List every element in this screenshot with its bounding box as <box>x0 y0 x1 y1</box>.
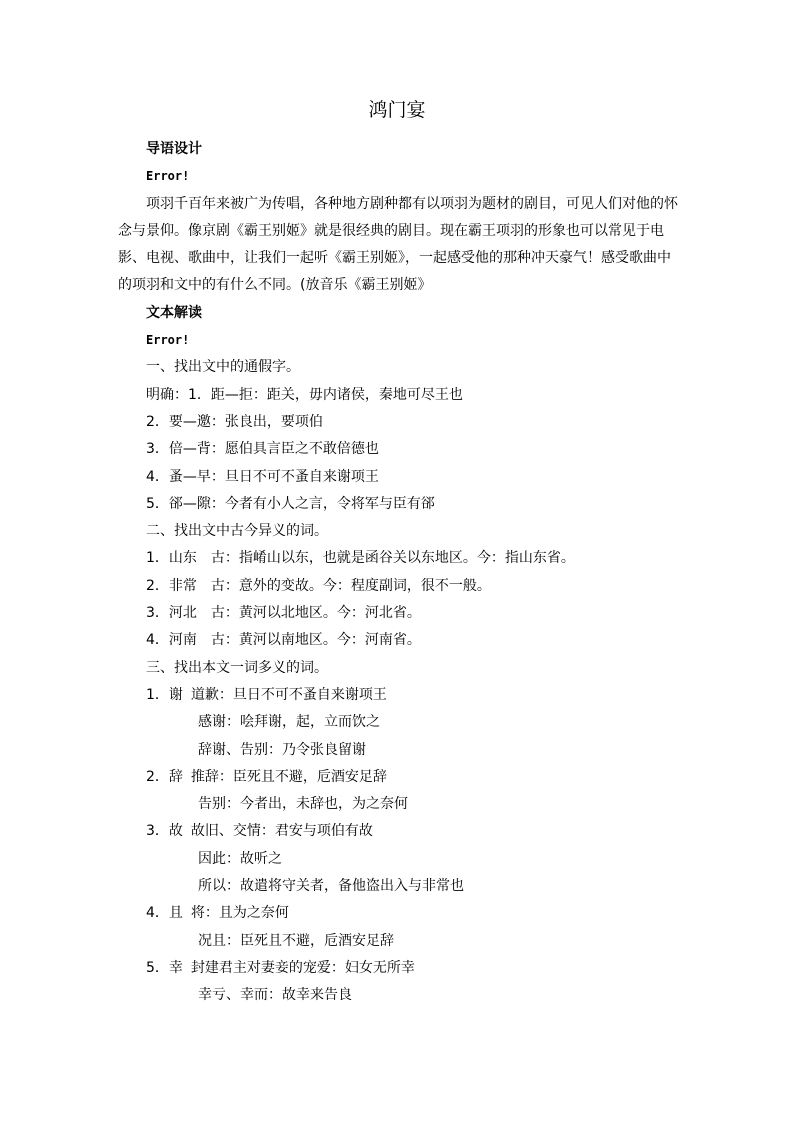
part3-term: 4．且 <box>146 905 183 922</box>
part3-subline: 因此：故听之 <box>198 850 282 867</box>
part3-term: 5．幸 <box>146 959 183 976</box>
part3-item <box>118 900 680 927</box>
part3-subline: 告别：今者出，未辞也，为之奈何 <box>198 796 408 813</box>
part2-term: 2．非常 <box>146 577 197 594</box>
part1-line: 明确：1．距—拒：距关，毋内诸侯，秦地可尽王也 <box>146 386 463 403</box>
part3-meaning: 封建君主对妻妾的宠爱：妇女无所幸 <box>190 959 415 976</box>
part3-subline: 幸亏、幸而：故幸来告良 <box>198 987 352 1004</box>
part3-item <box>118 682 680 709</box>
intro-heading: 导语设计 <box>146 141 202 157</box>
intro-error: Error! <box>146 169 190 184</box>
part3-meaning: 道歉：旦日不可不蚤自来谢项王 <box>190 686 387 703</box>
part2-term: 3．河北 <box>146 605 197 622</box>
document-body <box>118 136 680 1010</box>
part2-meaning: 古：意外的变故。今：程度副词，很不一般。 <box>210 577 491 594</box>
part3-item <box>118 818 680 845</box>
part3-meaning: 故旧、交情：君安与项伯有故 <box>190 823 373 840</box>
part3-term: 1．谢 <box>146 686 183 703</box>
part3-subline: 况且：臣死且不避，卮酒安足辞 <box>198 932 394 949</box>
part3-subline: 所以：故遣将守关者，备他盗出入与非常也 <box>198 878 464 895</box>
part1-line: 2．要—邀：张良出，要项伯 <box>146 413 323 430</box>
part3-item <box>118 955 680 982</box>
part2-meaning: 古：黄河以南地区。今：河南省。 <box>210 632 421 649</box>
part2-meaning: 古：黄河以北地区。今：河北省。 <box>210 605 421 622</box>
part2-term: 4．河南 <box>146 632 197 649</box>
part3-subline: 辞谢、告别：乃令张良留谢 <box>198 741 366 758</box>
reading-error: Error! <box>146 333 190 348</box>
page-title: 鸿门宴 <box>368 99 426 121</box>
part3-item <box>118 764 680 791</box>
part3-term: 3．故 <box>146 823 183 840</box>
reading-heading: 文本解读 <box>146 304 202 321</box>
part2-item <box>118 627 680 654</box>
part3-meaning: 推辞：臣死且不避，卮酒安足辞 <box>190 768 387 785</box>
part2-item <box>118 573 680 600</box>
part3-subline: 感谢：哙拜谢，起，立而饮之 <box>198 714 380 731</box>
part1-line: 3．倍—背：愿伯具言臣之不敢倍德也 <box>146 441 379 458</box>
intro-paragraph: 项羽千百年来被广为传唱，各种地方剧种都有以项羽为题材的剧目，可见人们对他的怀念与景仰。像京剧《霸王别姬》就是很经典的剧目。现在霸王项羽的形象也可以常见于电影、电视、歌曲中，让我们一起听《霸王别姬》，一起感受他的那种冲天豪气！感受歌曲中的项羽和文中的有什么不同。(放音乐《霸王别姬》 <box>118 195 678 294</box>
part2-meaning: 古：指崤山以东，也就是函谷关以东地区。今：指山东省。 <box>210 550 575 567</box>
part1-line: 4．蚤—早：旦日不可不蚤自来谢项王 <box>146 468 379 485</box>
part2-heading: 二、找出文中古今异义的词。 <box>146 523 328 540</box>
part1-line: 5．郤—隙：今者有小人之言，令将军与臣有郤 <box>146 495 435 512</box>
part3-meaning: 将：且为之奈何 <box>190 905 289 922</box>
part3-term: 2．辞 <box>146 768 183 785</box>
part3-heading: 三、找出本文一词多义的词。 <box>146 659 328 676</box>
part2-item <box>118 600 680 627</box>
part1-heading: 一、找出文中的通假字。 <box>146 359 300 376</box>
part2-term: 1．山东 <box>146 550 197 567</box>
part2-item <box>118 545 680 572</box>
